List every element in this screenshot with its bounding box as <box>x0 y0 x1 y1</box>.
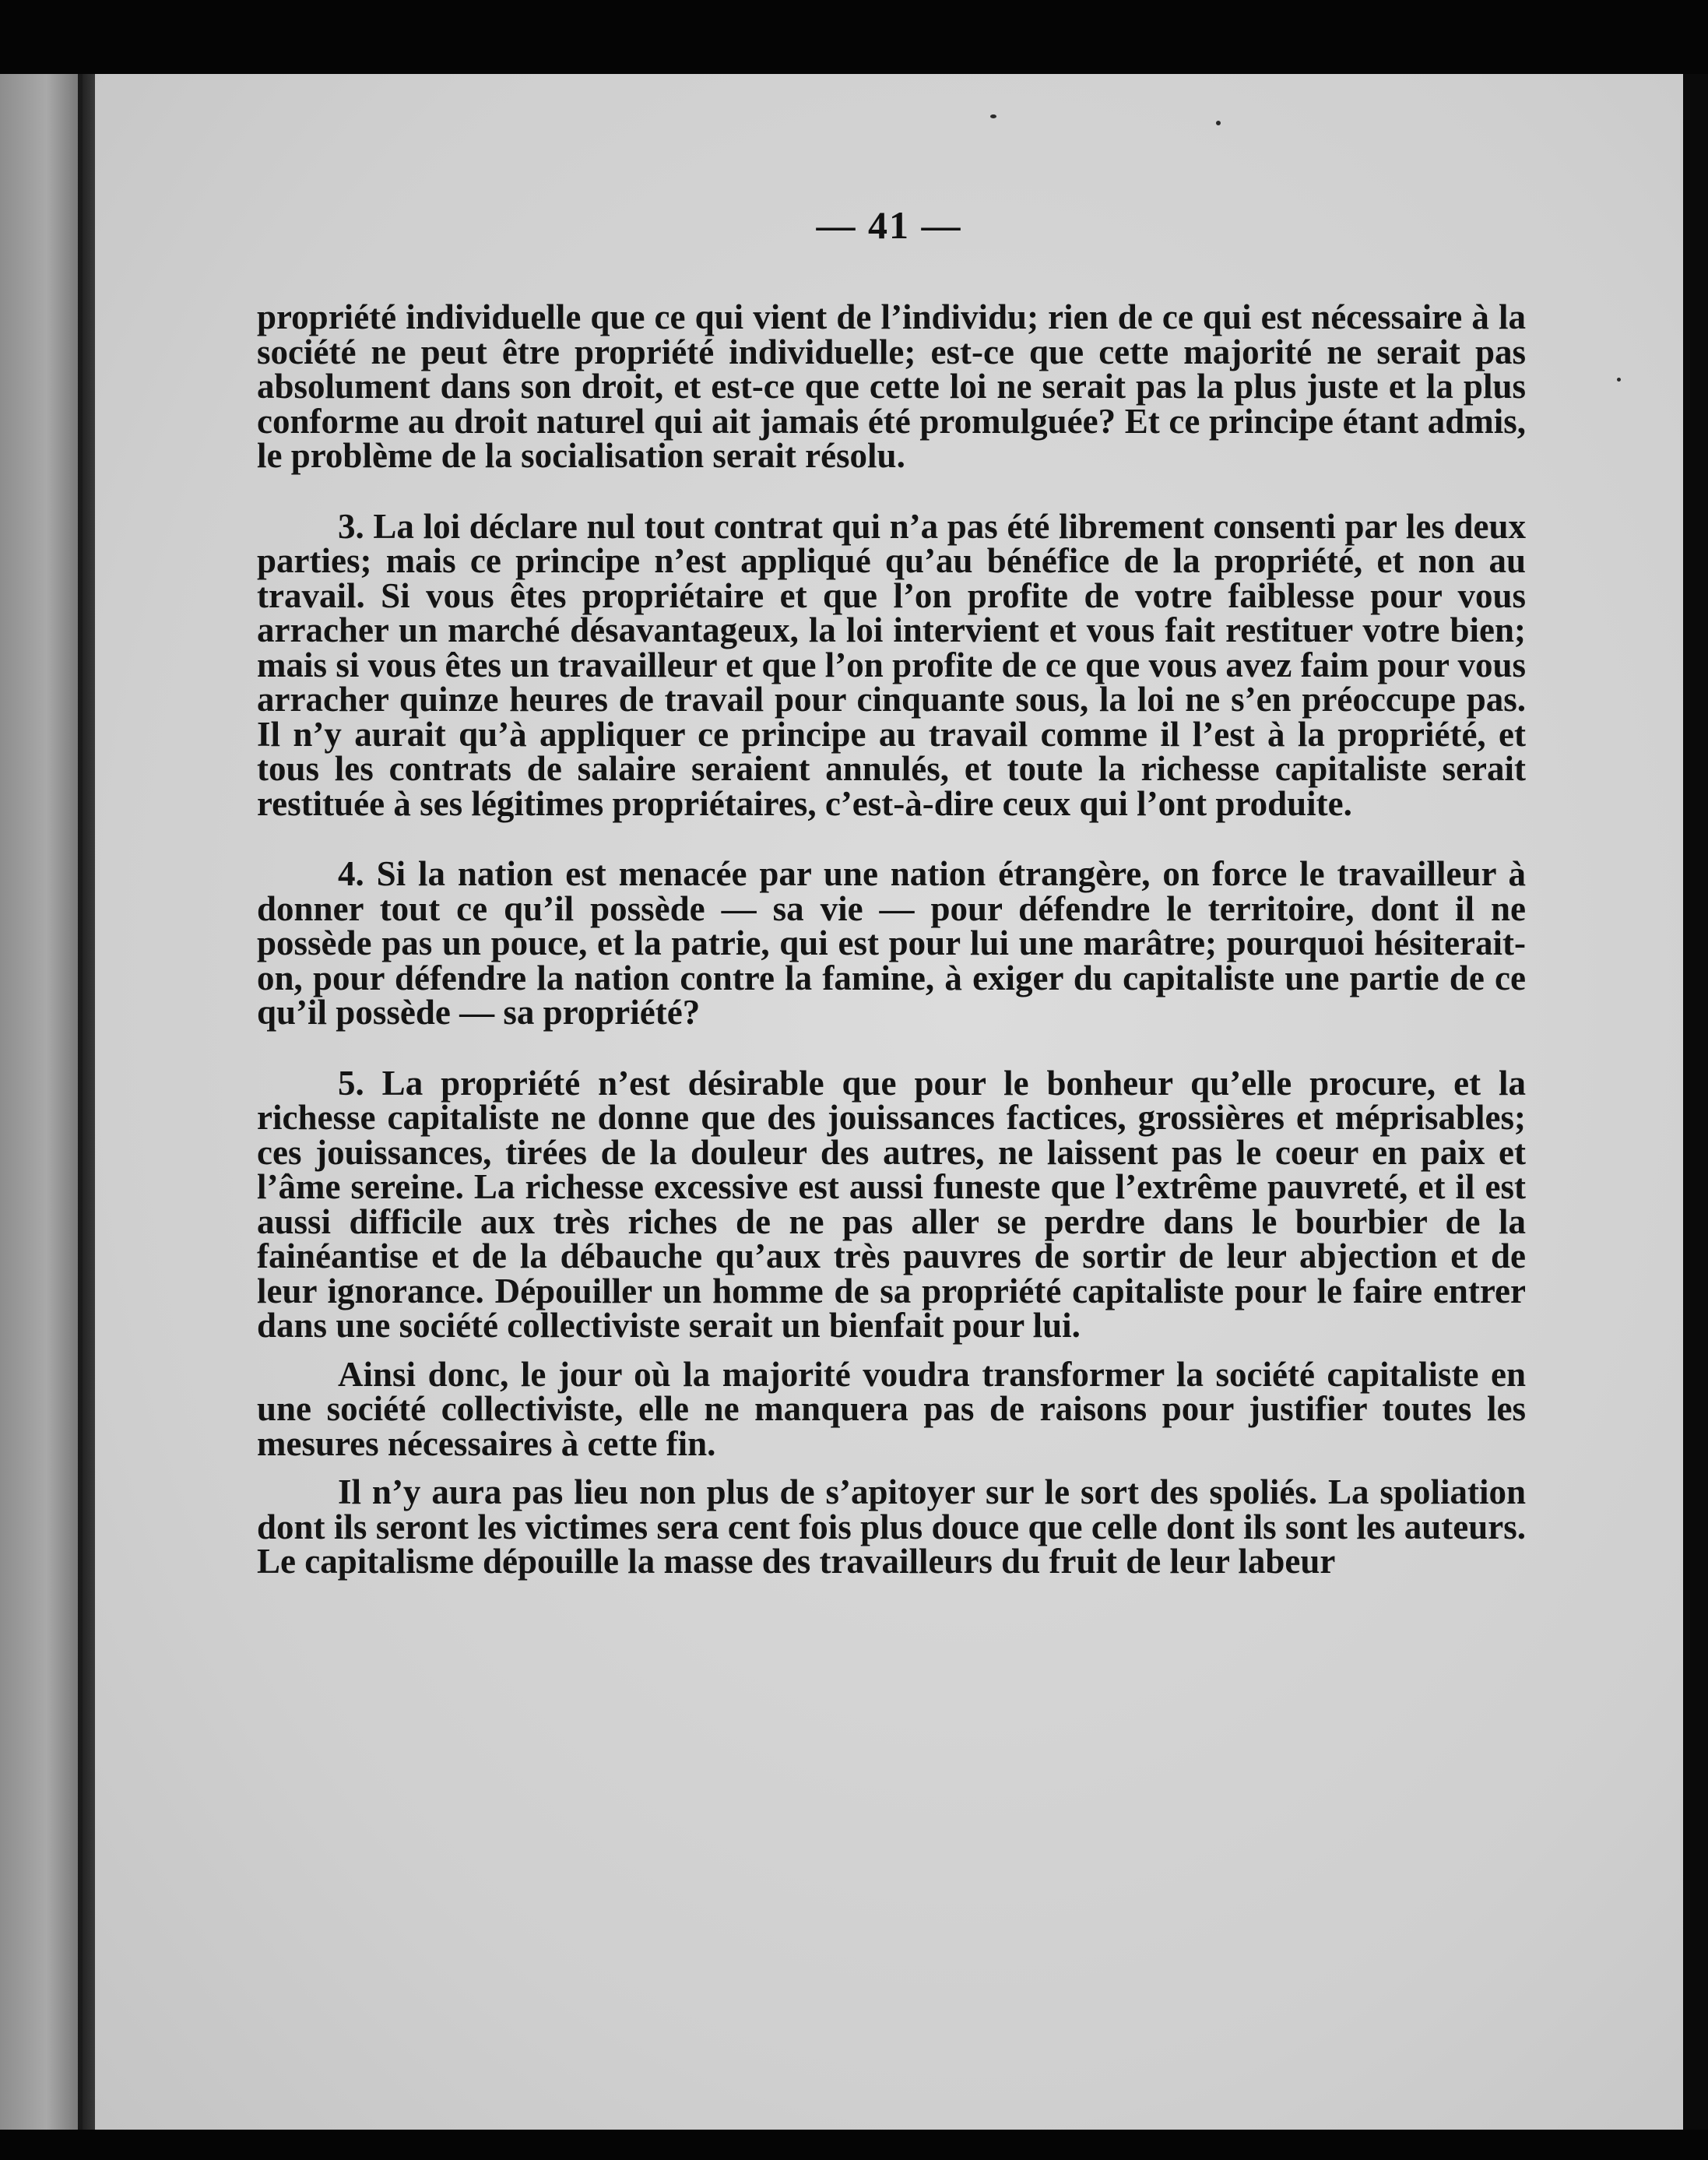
book-gutter <box>83 74 95 2130</box>
page-body <box>257 297 1526 1581</box>
paragraph-point-5: 5. La propriété n’est désirable que pour le bonheur qu’elle procure, et la richesse capitaliste ne donne que des jouissances factices, grossières et méprisables; ces jouissances, tirées de la douleur des autres, ne laissent pas le coeur en paix et l’âme sereine. La richesse excessive est aussi funeste que l’extrême pauvreté, et il est aussi difficile aux très riches de ne pas aller se perdre dans le bourbier de la fainéantise et de la débauche qu’aux très pauvres de sortir de leur abjection et de leur ignorance. Dépouiller un homme de sa propriété capitaliste pour le faire entrer dans une société collectiviste serait un bienfait pour lui. <box>257 1063 1526 1345</box>
page-number: — 41 — <box>816 203 962 247</box>
paragraph-conclusion: Ainsi donc, le jour où la majorité voudra transformer la société capitaliste en une société collectiviste, elle ne manquera pas de raisons pour justifier toutes les mesures nécessaires à cette fin. <box>257 1354 1526 1463</box>
scan-speck <box>990 114 996 118</box>
scan-speck <box>1617 378 1621 382</box>
paragraph-continuation: propriété individuelle que ce qui vient de l’individu; rien de ce qui est nécessaire à la société ne peut être propriété individuelle; est-ce que cette majorité ne serait pas absolument dans son droit, et est-ce que cette loi ne serait pas la plus juste et la plus conforme au droit naturel qui ait jamais été promulguée? Et ce principe étant admis, le problème de la socialisation serait résolu. <box>257 297 1526 475</box>
scan-border <box>1683 74 1708 2130</box>
scan-speck <box>1216 121 1221 125</box>
book-page <box>95 74 1683 2130</box>
paragraph-spoliation: Il n’y aura pas lieu non plus de s’apitoyer sur le sort des spoliés. La spoliation dont ils seront les victimes sera cent fois plus douce que celle dont ils sont les auteurs. Le capitalisme dépouille la masse des travailleurs du fruit de leur labeur <box>257 1472 1526 1581</box>
paragraph-point-4: 4. Si la nation est menacée par une nation étrangère, on force le travailleur à donner tout ce qu’il possède — sa vie — pour défendre le territoire, dont il ne possède pas un pouce, et la patrie, qui est pour lui une marâtre; pourquoi hésiterait-on, pour défendre la nation contre la famine, à exiger du capitaliste une partie de ce qu’il possède — sa propriété? <box>257 854 1526 1032</box>
facing-page-edge <box>0 74 83 2130</box>
paragraph-point-3: 3. La loi déclare nul tout contrat qui n’a pas été librement consenti par les deux parties; mais ce principe n’est appliqué qu’au bénéfice de la propriété, et non au travail. Si vous êtes propriétaire et que l’on profite de votre faiblesse pour vous arracher un marché désavantageux, la loi intervient et vous fait restituer votre bien; mais si vous êtes un travailleur et que l’on profite de ce que vous avez faim pour vous arracher quinze heures de travail pour cinquante sous, la loi ne s’en préoccupe pas. Il n’y aurait qu’à appliquer ce principe au travail comme il l’est à la propriété, et tous les contrats de salaire seraient annulés, et toute la richesse capitaliste serait restituée à ses légitimes propriétaires, c’est-à-dire ceux qui l’ont produite. <box>257 506 1526 823</box>
